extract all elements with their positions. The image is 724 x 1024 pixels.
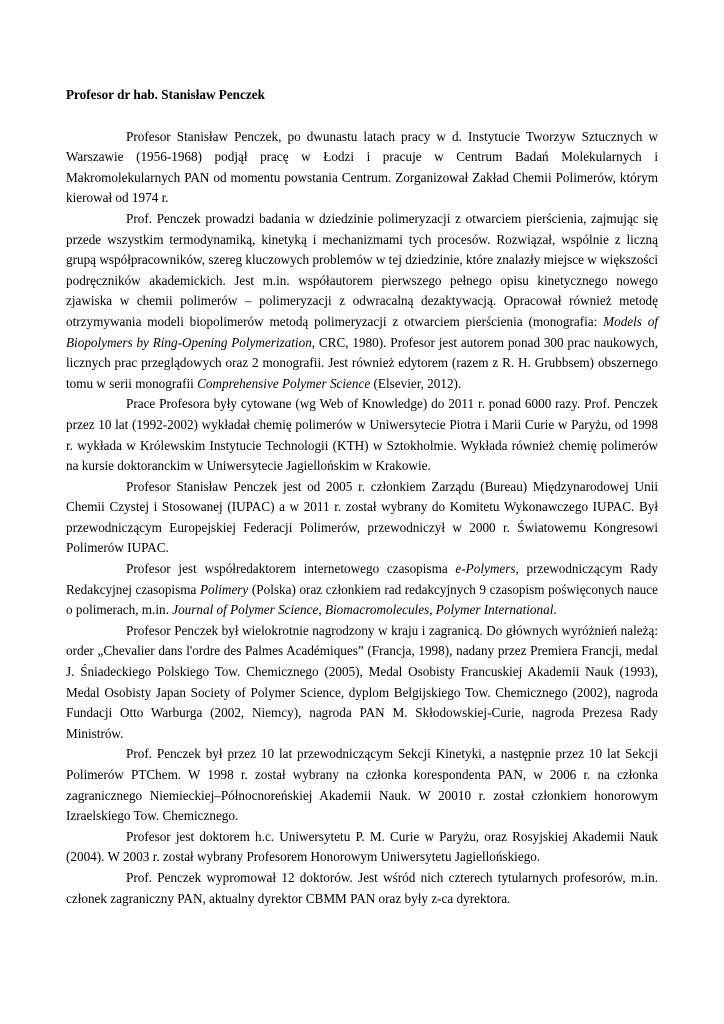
paragraph-text: Profesor Stanisław Penczek jest od 2005 r. członkiem Zarządu (Bureau) Międzynarodowej Unii Chemii Czystej i Stosowanej (IUPAC) a w 2011 r. został wybrany do Komitetu Wykonawczego IUPAC. Był przewodniczącym Europejskiej Federacji Polimerów, przewodniczył w 2000 r. Światowemu Kongresowi Polimerów IUPAC. <box>66 478 658 556</box>
body-paragraph <box>66 827 658 868</box>
body-paragraph <box>66 477 658 559</box>
italic-title: Comprehensive Polymer Science <box>197 375 371 391</box>
paragraph-text: , <box>429 602 436 618</box>
italic-title: Polymer International <box>435 602 554 618</box>
body-paragraph <box>66 621 658 745</box>
body-paragraph <box>66 868 658 909</box>
paragraph-text: Profesor Stanisław Penczek, po dwunastu latach pracy w d. Instytucie Tworzyw Sztucznych w Warszawie (1956-1968) podjął pracę w Łodzi i pracuje w Centrum Badań Molekularnych i Makromolekularnych PAN od momentu powstania Centrum. Zorganizował Zakład Chemii Polimerów, którym kierował od 1974 r. <box>66 128 658 206</box>
italic-title: Polimery <box>199 581 249 597</box>
body-paragraph <box>66 559 658 621</box>
document-body <box>66 127 658 910</box>
italic-title: Models of Biopolymers by Ring-Opening Polymerization <box>66 313 658 350</box>
document-page <box>66 78 658 909</box>
body-paragraph <box>66 127 658 209</box>
body-paragraph <box>66 394 658 476</box>
body-paragraph <box>66 744 658 826</box>
paragraph-text: (Elsevier, 2012). <box>370 375 462 391</box>
paragraph-text: . <box>553 602 557 618</box>
italic-title: Biomacromolecules <box>324 602 430 618</box>
paragraph-text: , CRC, 1980). Profesor jest autorem ponad 300 prac naukowych, licznych prac przeglądowych oraz 2 monografii. Jest również edytorem (razem z R. H. Grubbsem) obszernego tomu w serii monografii <box>66 334 658 391</box>
paragraph-text: Prof. Penczek był przez 10 lat przewodniczącym Sekcji Kinetyki, a następnie przez 10 lat Sekcji Polimerów PTChem. W 1998 r. został wybrany na członka korespondenta PAN, w 2006 r. na członka zagranicznego Niemieckiej–Północnoreńskiej Akademii Nauk. W 20010 r. został członkiem honorowym Izraelskiego Tow. Chemicznego. <box>66 746 658 824</box>
body-paragraph <box>66 209 658 394</box>
document-title: Profesor dr hab. Stanisław Penczek <box>66 87 265 102</box>
paragraph-text: Prof. Penczek prowadzi badania w dziedzinie polimeryzacji z otwarciem pierścienia, zajmując się przede wszystkim termodynamiką, kinetyką i mechanizmami tych procesów. Rozwiązał, wspólnie z liczną grupą współpracowników, szereg kluczowych problemów w tej dziedzinie, które znalazły miejsce w większości podręczników akademickich. Jest m.in. współautorem pierwszego pełnego opisu kinetycznego nowego zjawiska w chemii polimerów – polimeryzacji z odwracalną dezaktywacją. Opracował również metodę otrzymywania modeli biopolimerów metodą polimeryzacji z otwarciem pierścienia (monografia: <box>66 210 658 329</box>
paragraph-text: , przewodniczącym Rady Redakcyjnej czasopisma <box>66 561 658 597</box>
paragraph-text: (Polska) oraz członkiem rad redakcyjnych 9 czasopism poświęconych nauce o polimerach, m.in. <box>66 581 658 618</box>
italic-title: Journal of Polymer Science <box>172 602 319 618</box>
paragraph-text: Prof. Penczek wypromował 12 doktorów. Jest wśród nich czterech tytularnych profesorów, m.in. członek zagraniczny PAN, aktualny dyrektor CBMM PAN oraz były z-ca dyrektora. <box>66 869 658 906</box>
italic-title: e-Polymers <box>455 561 516 577</box>
paragraph-text: Prace Profesora były cytowane (wg Web of Knowledge) do 2011 r. ponad 6000 razy. Prof. Penczek przez 10 lat (1992-2002) wykładał chemię polimerów w Uniwersytecie Piotra i Marii Curie w Paryżu, od 1998 r. wykłada w Królewskim Instytucie Technologii (KTH) w Sztokholmie. Wykłada również chemię polimerów na kursie doktoranckim w Uniwersytecie Jagiellońskim w Krakowie. <box>66 396 658 474</box>
paragraph-text: Profesor Penczek był wielokrotnie nagrodzony w kraju i zagranicą. Do głównych wyróżnień należą: order „Chevalier dans l'ordre des Palmes Académiques” (Francja, 1998), nadany przez Premiera Francji, medal J. Śniadeckiego Polskiego Tow. Chemicznego (2005), Medal Osobisty Francuskiej Akademii Nauk (1993), Medal Osobisty Japan Society of Polymer Science, dyplom Belgijskiego Tow. Chemicznego (2002), nagroda Fundacji Otto Warburga (2002, Niemcy), nagroda PAN M. Skłodowskiej-Curie, nagroda Prezesa Rady Ministrów. <box>66 622 658 741</box>
paragraph-text: Profesor jest doktorem h.c. Uniwersytetu P. M. Curie w Paryżu, oraz Rosyjskiej Akademii Nauk (2004). W 2003 r. został wybrany Profesorem Honorowym Uniwersytetu Jagiellońskiego. <box>66 828 658 865</box>
paragraph-text: Profesor jest współredaktorem internetowego czasopisma <box>126 561 456 577</box>
paragraph-text: , <box>318 602 325 618</box>
